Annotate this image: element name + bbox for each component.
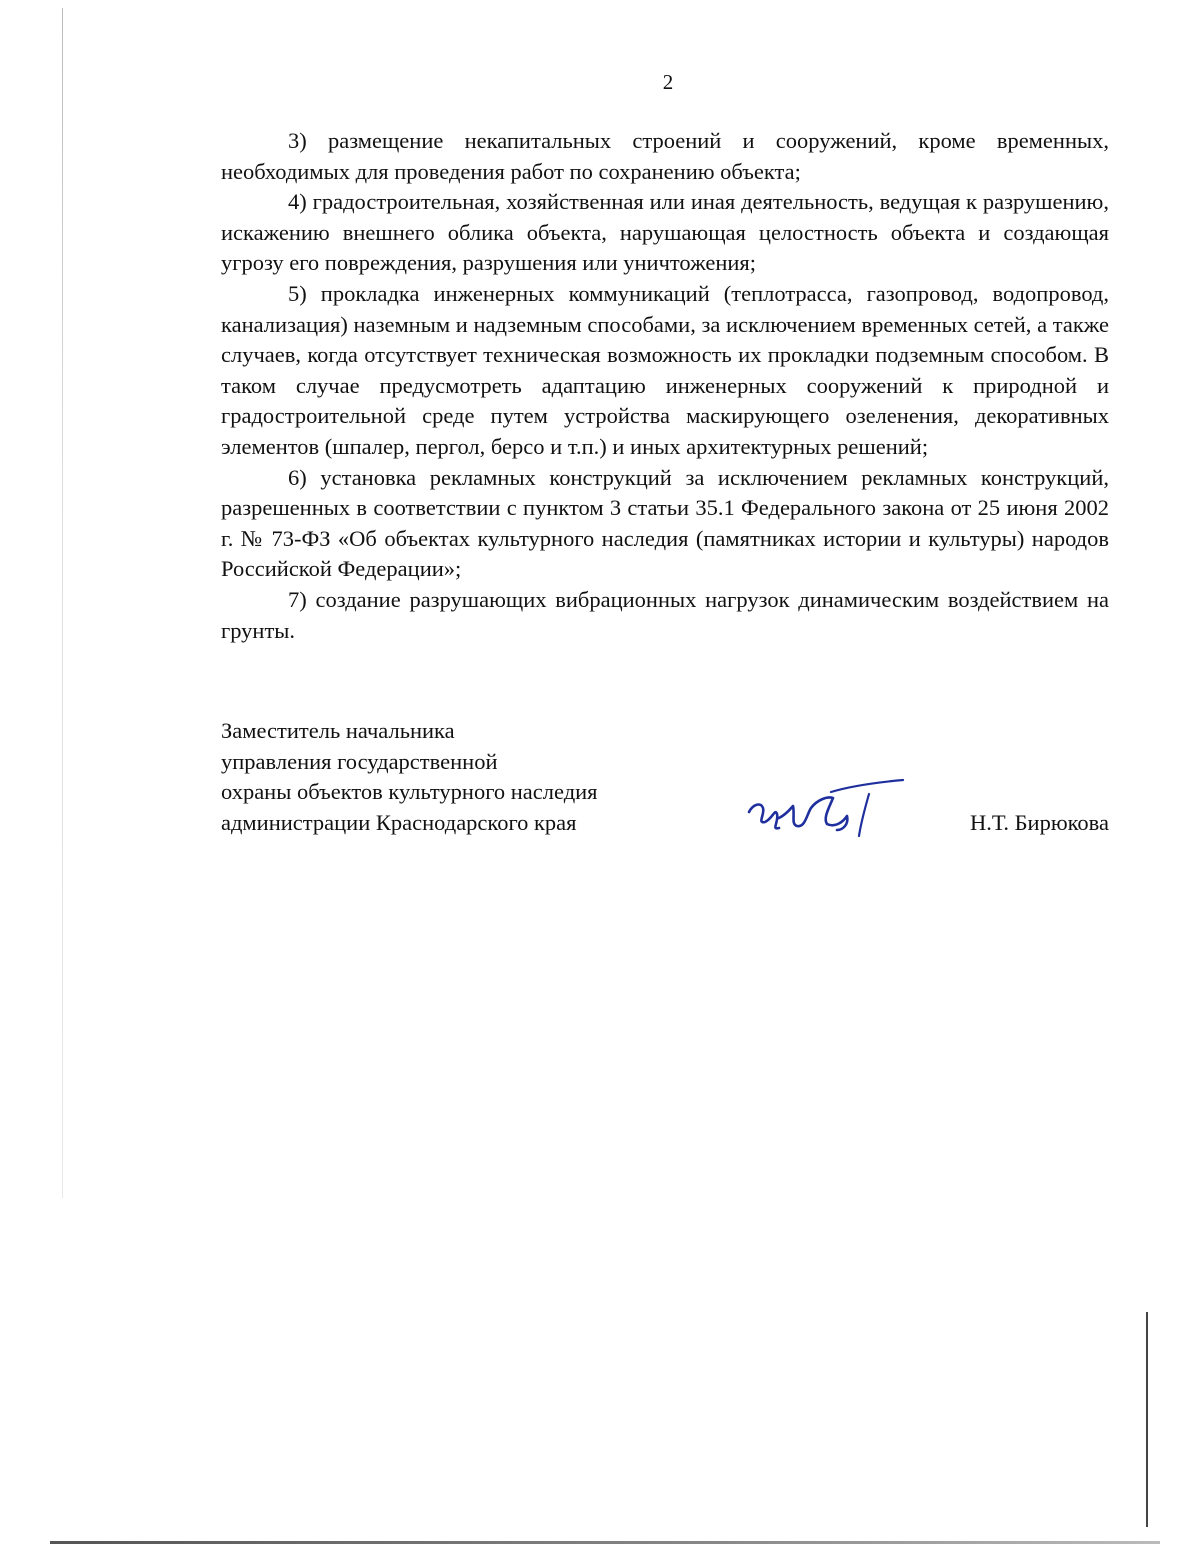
- scan-edge-bottom: [50, 1541, 1160, 1544]
- signer-position-line-4: администрации Краснодарского края: [221, 809, 577, 835]
- handwritten-signature: [731, 778, 911, 858]
- scan-edge-left: [62, 8, 63, 1198]
- signer-position-line-2: управления государственной: [221, 748, 498, 774]
- paragraph-item-5: 5) прокладка инженерных коммуникаций (теплотрасса, газопровод, водопровод, канализация) наземным и надземным способами, за исключением временных сетей, а также случаев, когда отсутствует техническая возможность их прокладки подземным способом. В таком случае предусмотреть адаптацию инженерных сооружений к природной и градостроительной среде путем устройства маскирующего озеленения, декоративных элементов (шпалер, пергол, берсо и т.п.) и иных архитектурных решений;: [221, 280, 1109, 459]
- signer-position-line-3: охраны объектов культурного наследия: [221, 779, 598, 805]
- signer-name: Н.Т. Бирюкова: [970, 810, 1109, 835]
- document-body: [221, 126, 1109, 646]
- paragraph-item-7: 7) создание разрушающих вибрационных нагрузок динамическим воздействием на грунты.: [221, 586, 1109, 643]
- scan-edge-right: [1146, 1312, 1148, 1527]
- paragraph-item-3: 3) размещение некапитальных строений и сооружений, кроме временных, необходимых для проведения работ по сохранению объекта;: [221, 128, 1109, 184]
- signer-position-line-1: Заместитель начальника: [221, 718, 455, 743]
- paragraph-item-4: 4) градостроительная, хозяйственная или иная деятельность, ведущая к разрушению, искажению внешнего облика объекта, нарушающая целостность объекта и создающая угрозу его повреждения, разрушения или уничтожения;: [221, 189, 1109, 276]
- page-number: 2: [662, 70, 674, 94]
- paragraph-item-6: 6) установка рекламных конструкций за исключением рекламных конструкций, разрешенных в соответствии с пунктом 3 статьи 35.1 Федерального закона от 25 июня 2002 г. № 73-ФЗ «Об объектах культурного наследия (памятниках истории и культуры) народов Российской Федерации»;: [221, 464, 1109, 582]
- signature-block: [221, 716, 1109, 838]
